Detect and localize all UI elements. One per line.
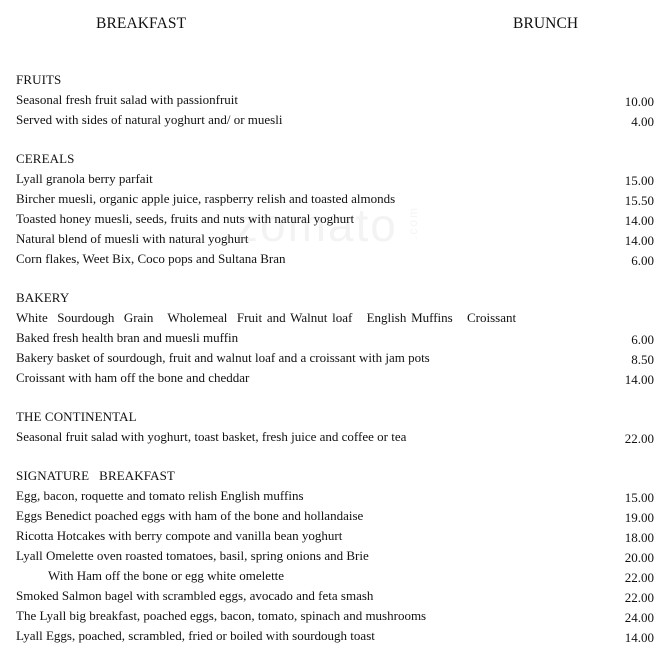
item-description: Seasonal fruit salad with yoghurt, toast basket, fresh juice and coffee or tea (16, 429, 407, 444)
section-continental (16, 407, 654, 447)
item-price: 15.00 (624, 173, 654, 188)
item-price: 18.00 (624, 530, 654, 545)
menu-title-breakfast: BREAKFAST (96, 15, 187, 32)
item-description: Served with sides of natural yoghurt and/ or muesli (16, 112, 283, 127)
menu-item (16, 368, 654, 388)
item-description: Seasonal fresh fruit salad with passionfruit (16, 92, 239, 107)
menu-item (16, 486, 654, 506)
menu-item (16, 546, 654, 566)
menu-item-variant (16, 566, 654, 586)
item-description: Toasted honey muesli, seeds, fruits and nuts with natural yoghurt (16, 211, 355, 226)
item-price: 15.00 (624, 490, 654, 505)
item-description: Lyall granola berry parfait (16, 171, 153, 186)
menu-item (16, 526, 654, 546)
item-price: 6.00 (631, 253, 654, 268)
menu-item (16, 348, 654, 368)
menu-item (16, 209, 654, 229)
item-price: 24.00 (624, 610, 654, 625)
item-description: Baked fresh health bran and muesli muffin (16, 330, 239, 345)
item-price: 14.00 (624, 233, 654, 248)
item-price: 20.00 (624, 550, 654, 565)
item-price: 6.00 (631, 332, 654, 347)
item-description: Bakery basket of sourdough, fruit and walnut loaf and a croissant with jam pots (16, 350, 430, 365)
menu-list (16, 70, 654, 665)
item-description: Ricotta Hotcakes with berry compote and vanilla bean yoghurt (16, 528, 343, 543)
menu-item (16, 506, 654, 526)
item-price: 15.50 (624, 193, 654, 208)
menu-item (16, 229, 654, 249)
menu-item (16, 606, 654, 626)
item-price: 14.00 (624, 630, 654, 645)
section-bakery (16, 288, 654, 388)
item-price: 19.00 (624, 510, 654, 525)
item-description: With Ham off the bone or egg white omelette (48, 568, 285, 583)
section-title: SIGNATURE BREAKFAST (16, 468, 175, 483)
menu-item (16, 626, 654, 646)
item-description: Lyall Omelette oven roasted tomatoes, basil, spring onions and Brie (16, 548, 369, 563)
item-description: White Sourdough Grain Wholemeal Fruit and Walnut loaf English Muffins Croissant (16, 310, 517, 325)
menu-item (16, 169, 654, 189)
section-title: FRUITS (16, 72, 62, 87)
item-description: Natural blend of muesli with natural yoghurt (16, 231, 249, 246)
menu-item (16, 189, 654, 209)
item-price: 14.00 (624, 213, 654, 228)
menu-item (16, 110, 654, 130)
section-cereals (16, 149, 654, 269)
section-title: BAKERY (16, 290, 70, 305)
section-signature-breakfast (16, 466, 654, 646)
section-title: THE CONTINENTAL (16, 409, 137, 424)
item-price: 8.50 (631, 352, 654, 367)
menu-item (16, 90, 654, 110)
menu-item (16, 427, 654, 447)
item-price: 22.00 (624, 431, 654, 446)
section-fruits (16, 70, 654, 130)
item-price: 14.00 (624, 372, 654, 387)
item-description: Eggs Benedict poached eggs with ham of the bone and hollandaise (16, 508, 364, 523)
item-price: 4.00 (631, 114, 654, 129)
item-description: Croissant with ham off the bone and cheddar (16, 370, 250, 385)
item-description: Bircher muesli, organic apple juice, raspberry relish and toasted almonds (16, 191, 396, 206)
bread-types-line (16, 308, 654, 328)
section-title: CEREALS (16, 151, 75, 166)
item-price: 10.00 (624, 94, 654, 109)
item-price: 22.00 (624, 570, 654, 585)
menu-item (16, 586, 654, 606)
menu-title-brunch: BRUNCH (513, 15, 579, 32)
item-price: 22.00 (624, 590, 654, 605)
menu-item (16, 249, 654, 269)
item-description: Corn flakes, Weet Bix, Coco pops and Sultana Bran (16, 251, 286, 266)
item-description: Smoked Salmon bagel with scrambled eggs, avocado and feta smash (16, 588, 374, 603)
menu-item (16, 328, 654, 348)
item-description: The Lyall big breakfast, poached eggs, bacon, tomato, spinach and mushrooms (16, 608, 427, 623)
item-description: Lyall Eggs, poached, scrambled, fried or boiled with sourdough toast (16, 628, 375, 643)
item-description: Egg, bacon, roquette and tomato relish English muffins (16, 488, 304, 503)
